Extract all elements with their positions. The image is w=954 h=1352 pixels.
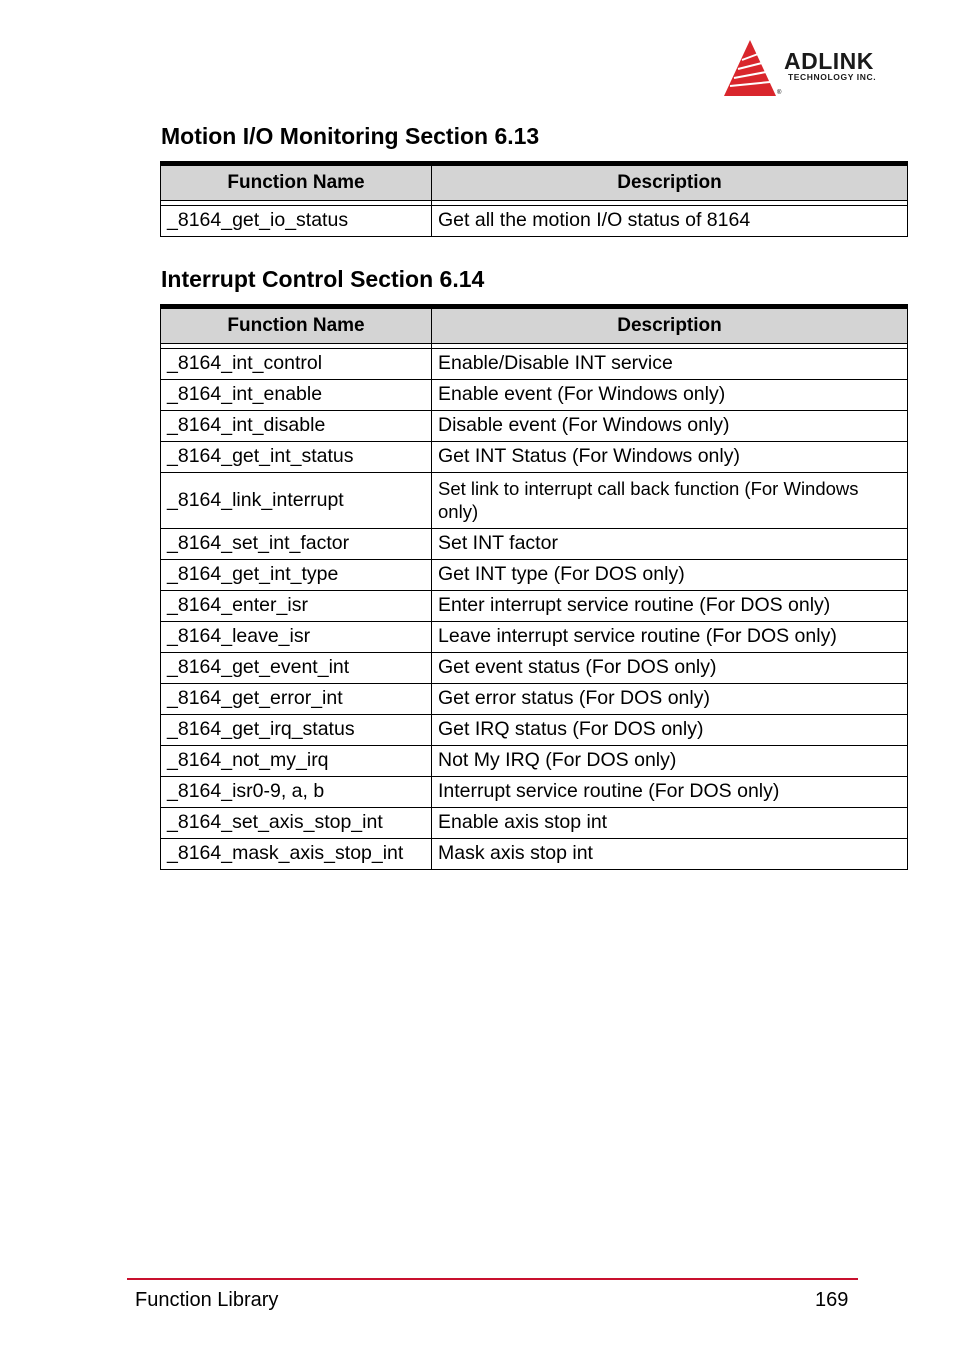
table-row [161,808,908,839]
description-cell: Enable event (For Windows only) [432,380,908,411]
footer-rule [127,1278,858,1280]
description-cell: Enter interrupt service routine (For DOS only) [432,591,908,622]
function-name-cell: _8164_mask_axis_stop_int [161,839,432,870]
description-cell: Get IRQ status (For DOS only) [432,715,908,746]
function-name-cell: _8164_get_int_type [161,560,432,591]
table-row [161,380,908,411]
column-header-function-name: Function Name [161,307,432,344]
description-cell: Mask axis stop int [432,839,908,870]
column-header-function-name: Function Name [161,164,432,201]
table-row [161,653,908,684]
function-name-cell: _8164_leave_isr [161,622,432,653]
page-number: 169 [815,1289,849,1311]
function-name-cell: _8164_isr0-9, a, b [161,777,432,808]
adlink-triangle-icon [722,38,780,98]
table-row [161,473,908,529]
description-cell: Set link to interrupt call back function (For Windows only) [432,473,908,529]
description-cell: Interrupt service routine (For DOS only) [432,777,908,808]
function-name-cell: _8164_int_enable [161,380,432,411]
description-cell: Enable axis stop int [432,808,908,839]
interrupt-control-table [160,304,908,870]
description-cell: Get all the motion I/O status of 8164 [432,206,908,237]
function-name-cell: _8164_get_int_status [161,442,432,473]
motion-io-table [160,161,908,237]
description-cell: Get error status (For DOS only) [432,684,908,715]
function-name-cell: _8164_get_event_int [161,653,432,684]
table-row [161,622,908,653]
column-header-description: Description [432,307,908,344]
description-cell: Get INT Status (For Windows only) [432,442,908,473]
function-name-cell: _8164_link_interrupt [161,473,432,529]
table-header-row [161,164,908,201]
description-cell: Not My IRQ (For DOS only) [432,746,908,777]
interrupt-control-table-body [161,344,908,870]
table-row [161,349,908,380]
description-cell: Get event status (For DOS only) [432,653,908,684]
description-cell: Leave interrupt service routine (For DOS only) [432,622,908,653]
description-cell: Disable event (For Windows only) [432,411,908,442]
registered-mark: ® [777,90,782,96]
section-title-interrupt-control: Interrupt Control Section 6.14 [161,266,485,292]
function-name-cell: _8164_int_disable [161,411,432,442]
function-name-cell: _8164_set_int_factor [161,529,432,560]
function-name-cell: _8164_get_error_int [161,684,432,715]
table-row [161,560,908,591]
description-cell: Get INT type (For DOS only) [432,560,908,591]
footer-chapter-title: Function Library [135,1289,279,1311]
function-name-cell: _8164_get_irq_status [161,715,432,746]
table-row [161,746,908,777]
table-row [161,777,908,808]
table-row [161,839,908,870]
logo-wordmark: ADLINK [784,48,874,74]
description-cell: Set INT factor [432,529,908,560]
logo-subtext: TECHNOLOGY INC. [788,72,877,82]
table-row [161,684,908,715]
table-row [161,715,908,746]
table-row [161,411,908,442]
motion-io-table-body [161,201,908,237]
table-header-row [161,307,908,344]
function-name-cell: _8164_not_my_irq [161,746,432,777]
table-row [161,529,908,560]
function-name-cell: _8164_set_axis_stop_int [161,808,432,839]
table-row [161,206,908,237]
function-name-cell: _8164_int_control [161,349,432,380]
column-header-description: Description [432,164,908,201]
section-title-motion-io: Motion I/O Monitoring Section 6.13 [161,123,540,149]
description-cell: Enable/Disable INT service [432,349,908,380]
function-name-cell: _8164_enter_isr [161,591,432,622]
adlink-logo [722,38,912,98]
table-row [161,442,908,473]
function-name-cell: _8164_get_io_status [161,206,432,237]
table-row [161,591,908,622]
